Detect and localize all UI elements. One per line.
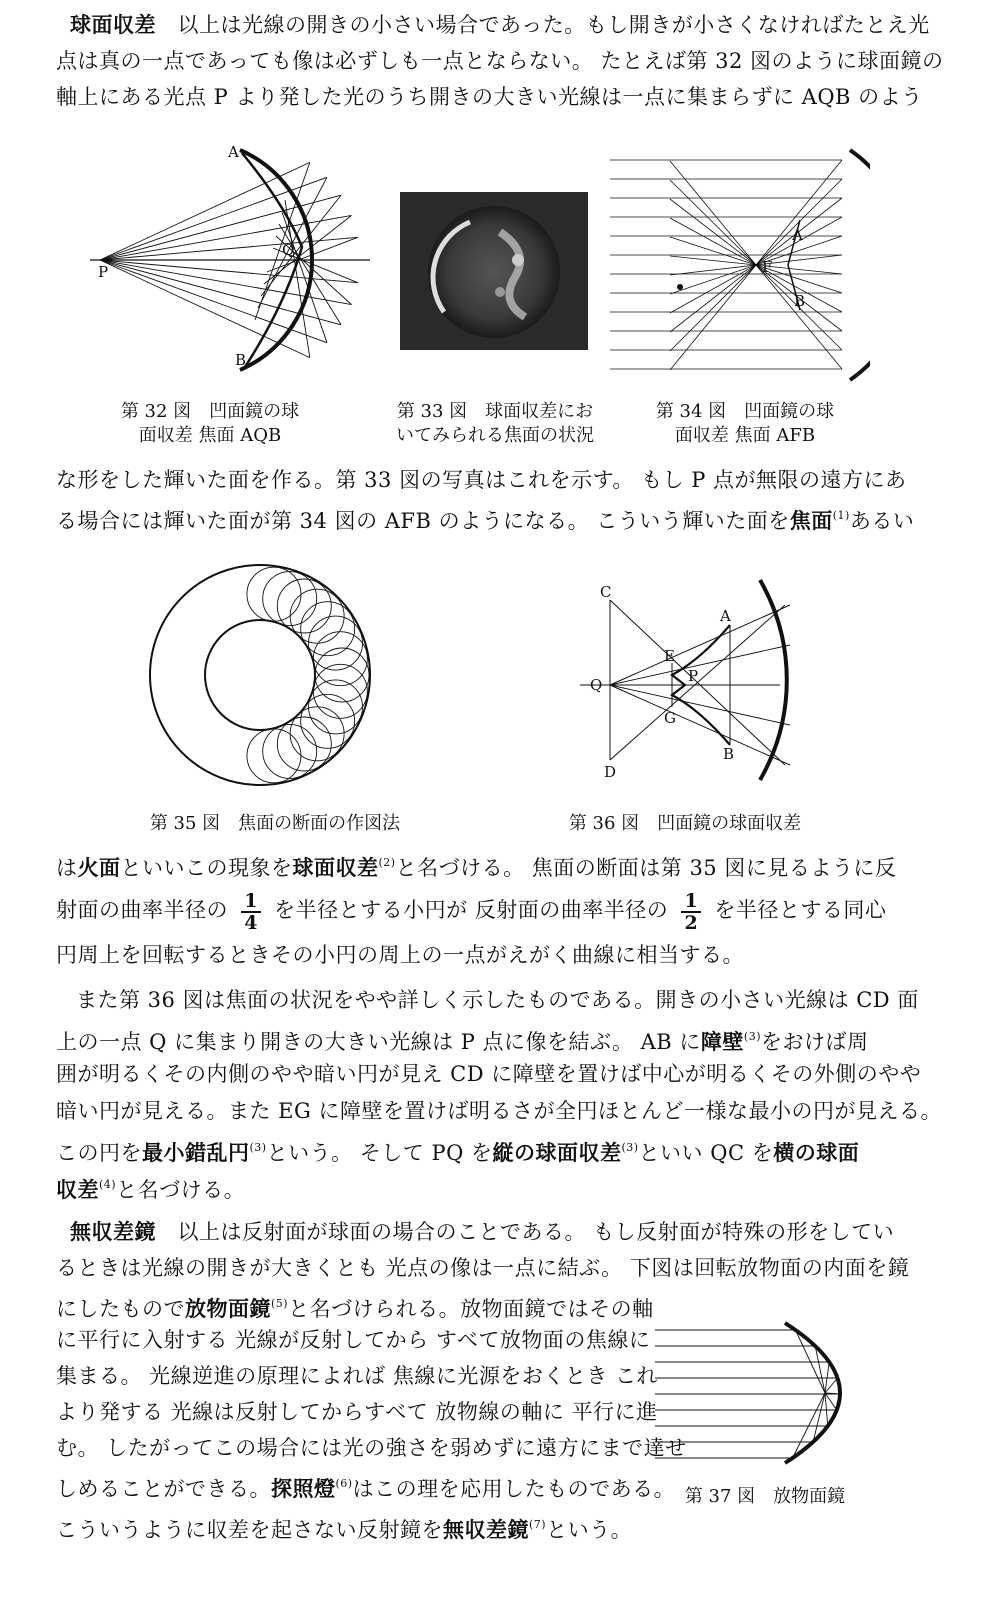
figure-35-caption: 第 35 図 焦面の断面の作図法 <box>149 813 401 834</box>
para3-line1: は火面といいこの現象を球面収差$^{(2)}$と名づける。 焦面の断面は第 35 図に見るように反 <box>56 855 897 880</box>
label-q: Q <box>282 241 295 259</box>
label-d: D <box>604 763 617 781</box>
para3-line2: 射面の曲率半径の $\frac{1}{4}$ を半径とする小円が 反射面の曲率半径の $\frac{1}{2}$ を半径とする同心 <box>56 889 887 934</box>
label-e: E <box>664 647 675 665</box>
label-p: P <box>688 667 699 685</box>
para5-line6: より発する 光線は反射してからすべて 放物線の軸に 平行に進 <box>56 1400 658 1424</box>
figure-34-caption: 第 34 図 凹面鏡の球 面収差 焦面 AFB <box>655 401 835 446</box>
rolling-circle <box>313 664 367 718</box>
figure-36-caption: 第 36 図 凹面鏡の球面収差 <box>568 813 802 834</box>
label-q: Q <box>590 676 603 694</box>
mirror-arc <box>850 150 870 380</box>
light-ray <box>100 260 341 325</box>
light-ray <box>825 1393 828 1426</box>
inner-circle <box>205 620 315 730</box>
rolling-circle <box>313 632 367 686</box>
light-ray <box>100 162 310 260</box>
para2-line1: な形をした輝いた面を作る。第 33 図の写真はこれを示す。 もし P 点が無限の遠方にあ <box>56 468 907 492</box>
label-a: A <box>720 607 731 625</box>
figure-37-parabolic-mirror <box>655 1318 885 1468</box>
label-f: F <box>762 258 773 276</box>
rolling-circle <box>315 648 369 702</box>
light-ray <box>100 195 341 260</box>
para4-line6: 収差$^{(4)}$と名づける。 <box>56 1177 246 1202</box>
para1-line3: 軸上にある光点 P より発した光のうち開きの大きい光線は一点に集まらずに AQB のよう <box>56 85 923 109</box>
rolling-circle <box>247 567 301 621</box>
para2-line2: る場合には輝いた面が第 34 図の AFB のようになる。 こういう輝いた面を焦面$^{(1)}$あるい <box>56 508 915 533</box>
fraction-one-half: $\frac{1}{2}$ <box>681 891 701 933</box>
label-a: A <box>228 143 239 161</box>
para5-line7: む。 したがってこの場合には光の強さを弱めずに遠方にまで達せ <box>56 1436 687 1460</box>
rolling-circle <box>247 729 301 783</box>
label-c: C <box>600 583 612 601</box>
figure-37-caption: 第 37 図 放物面鏡 <box>684 1486 846 1507</box>
label-a: A <box>792 226 803 244</box>
rolling-circle <box>277 579 331 633</box>
label-g: G <box>664 709 676 727</box>
figure-33-caption: 第 33 図 球面収差にお いてみられる焦面の状況 <box>396 401 594 446</box>
light-ray <box>100 237 358 260</box>
figure-32-caption: 第 32 図 凹面鏡の球 面収差 焦面 AQB <box>120 401 300 446</box>
para5-line8: しめることができる。探照燈$^{(6)}$はこの理を応用したものである。 <box>56 1476 676 1501</box>
para5-line5: 集まる。 光線逆進の原理によれば 焦線に光源をおくとき これ <box>56 1364 659 1388</box>
para4-line4: 暗い円が見える。また EG に障壁を置けば明るさが全円ほとんど一様な最小の円が見える。 <box>56 1099 942 1123</box>
label-b: B <box>235 351 247 369</box>
light-ray <box>670 161 842 369</box>
figure-36-spherical-aberration-detail <box>580 575 830 785</box>
figure-33-photo <box>400 192 588 350</box>
para4-line5: この円を最小錯乱円$^{(3)}$という。 そして PQ を縦の球面収差$^{(3)}$といい QC を横の球面 <box>56 1140 860 1165</box>
photo-focal-surface <box>400 192 588 350</box>
para4-line3: 囲が明るくその内側のやや暗い円が見え CD に障壁を置けば中心が明るくその外側のやや <box>56 1062 922 1086</box>
figure-35-focal-section-construction <box>145 560 395 790</box>
para1-line1: 球面収差 以上は光線の開きの小さい場合であった。もし開きが小さくなければたとえ光 <box>70 12 930 37</box>
section-heading-aberration-free-mirror: 無収差鏡 <box>70 1219 156 1244</box>
label-p: P <box>98 263 109 281</box>
figure-32-concave-mirror <box>70 135 370 385</box>
para5-line9: こういうように収差を起さない反射鏡を無収差鏡$^{(7)}$という。 <box>56 1517 633 1542</box>
para4-line1: また第 36 図は焦面の状況をやや詳しく示したものである。開きの小さい光線は CD 面 <box>76 988 919 1012</box>
rolling-circle <box>301 694 355 748</box>
para1-line2: 点は真の一点であっても像は必ずしも一点とならない。 たとえば第 32 図のように球面鏡の <box>56 49 944 73</box>
section-heading-spherical-aberration: 球面収差 <box>70 12 156 37</box>
light-ray <box>825 1393 837 1410</box>
label-b: B <box>723 745 735 763</box>
para3-line3: 円周上を回転するときその小円の周上の一点がえがく曲線に相当する。 <box>56 943 744 967</box>
fraction-one-quarter: $\frac{1}{4}$ <box>241 891 261 933</box>
label-b: B <box>794 292 806 310</box>
mirror-arc <box>760 580 787 780</box>
light-ray <box>100 260 358 283</box>
para4-line2: 上の一点 Q に集まり開きの大きい光線は P 点に像を結ぶ。 AB に障壁$^{(3)}$をおけば周 <box>56 1029 869 1054</box>
para5-line4: に平行に入射する 光線が反射してから すべて放物面の焦線に <box>56 1328 651 1352</box>
para5-line2: るときは光線の開きが大きくとも 光点の像は一点に結ぶ。 下図は回転放物面の内面を鏡 <box>56 1256 910 1280</box>
para5-line1: 無収差鏡 以上は反射面が球面の場合のことである。 もし反射面が特殊の形をしてい <box>70 1219 895 1244</box>
figure-34-concave-mirror-parallel <box>610 140 870 390</box>
para5-line3: にしたもので放物面鏡$^{(5)}$と名づけられる。放物面鏡ではその軸 <box>56 1296 654 1321</box>
